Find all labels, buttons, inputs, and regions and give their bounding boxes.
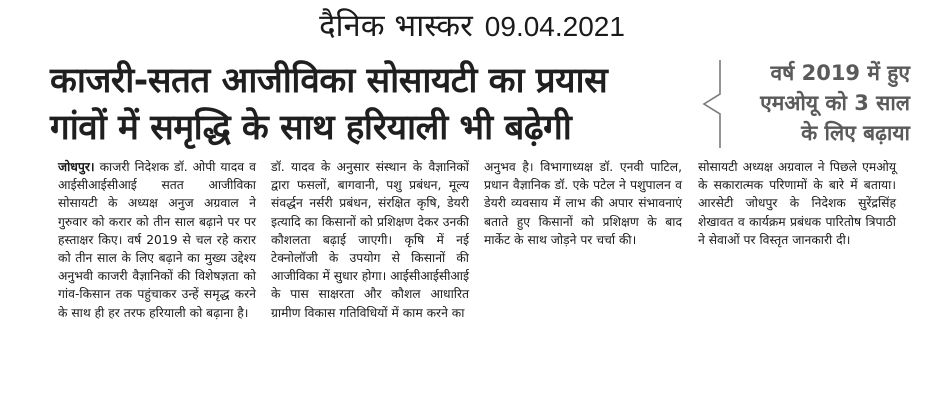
- sidebar-line-2: एमओयू को 3 साल: [760, 91, 910, 115]
- publication-date: 09.04.2021: [484, 11, 625, 42]
- article-column-3: अनुभव है। विभागाध्यक्ष डॉ. एनवी पाटिल, प्रधान वैज्ञानिक डॉ. एके पटेल ने पशुपालन व डेयरी व्यवसाय में लाभ की अपार संभावनाएं बताते हुए किसानों को प्रशिक्षण के बाद मार्केट के साथ जोड़ने पर चर्चा की।: [484, 160, 682, 247]
- headline: [50, 58, 690, 152]
- headline-line-1: काजरी-सतत आजीविका सोसायटी का प्रयास: [50, 61, 608, 101]
- article-column-1: [58, 158, 256, 322]
- newspaper-name: दैनिक भास्कर: [319, 8, 473, 44]
- sidebar-callout: [700, 58, 910, 150]
- bracket-icon: [700, 58, 722, 150]
- article-body: [58, 158, 916, 394]
- sidebar-line-3: के लिए बढ़ाया: [801, 121, 910, 145]
- dateline: जोधपुर।: [58, 160, 95, 174]
- masthead: [0, 6, 944, 46]
- article-column-2: डॉ. यादव के अनुसार संस्थान के वैज्ञानिकों द्वारा फसलों, बागवानी, पशु प्रबंधन, मूल्य संवर्द्धन नर्सरी प्रबंधन, संरक्षित कृषि, डेयरी इत्यादि का किसानों को प्रशिक्षण देकर उनकी कौशलता बढ़ाई जाएगी। कृषि में नई टेक्नोलॉजी के उपयोग से किसानों की आजीविका में सुधार होगा। आईसीआईसीआई के पास साक्षरता और कौशल आधारित ग्रामीण विकास गतिविधियों में काम करने का: [271, 160, 469, 320]
- column-1-text: काजरी निदेशक डॉ. ओपी यादव व आईसीआईसीआई सतत आजीविका सोसायटी के अध्यक्ष अनुज अग्रवाल ने गुरुवार को करार को तीन साल बढ़ाने पर पर हस्ताक्षर किए। वर्ष 2019 से चल रहे करार को तीन साल के लिए बढ़ाने का मुख्य उद्देश्य अनुभवी काजरी वैज्ञानिकों की विशेषज्ञता को गांव-किसान तक पहुंचाकर उन्हें समृद्ध करने के साथ ही हर तरफ हरियाली को बढ़ाना है।: [58, 160, 256, 320]
- sidebar-line-1: वर्ष 2019 में हुए: [770, 61, 910, 85]
- sidebar-text: [720, 58, 910, 148]
- headline-line-2: गांवों में समृद्धि के साथ हरियाली भी बढ़ेगी: [50, 108, 572, 148]
- article-column-4: सोसायटी अध्यक्ष अग्रवाल ने पिछले एमओयू के सकारात्मक परिणामों के बारे में बताया। आरसेटी जोधपुर के निदेशक सुरेंद्रसिंह शेखावत व कार्यक्रम प्रबंधक पारितोष त्रिपाठी ने सेवाओं पर विस्तृत जानकारी दी।: [698, 160, 896, 247]
